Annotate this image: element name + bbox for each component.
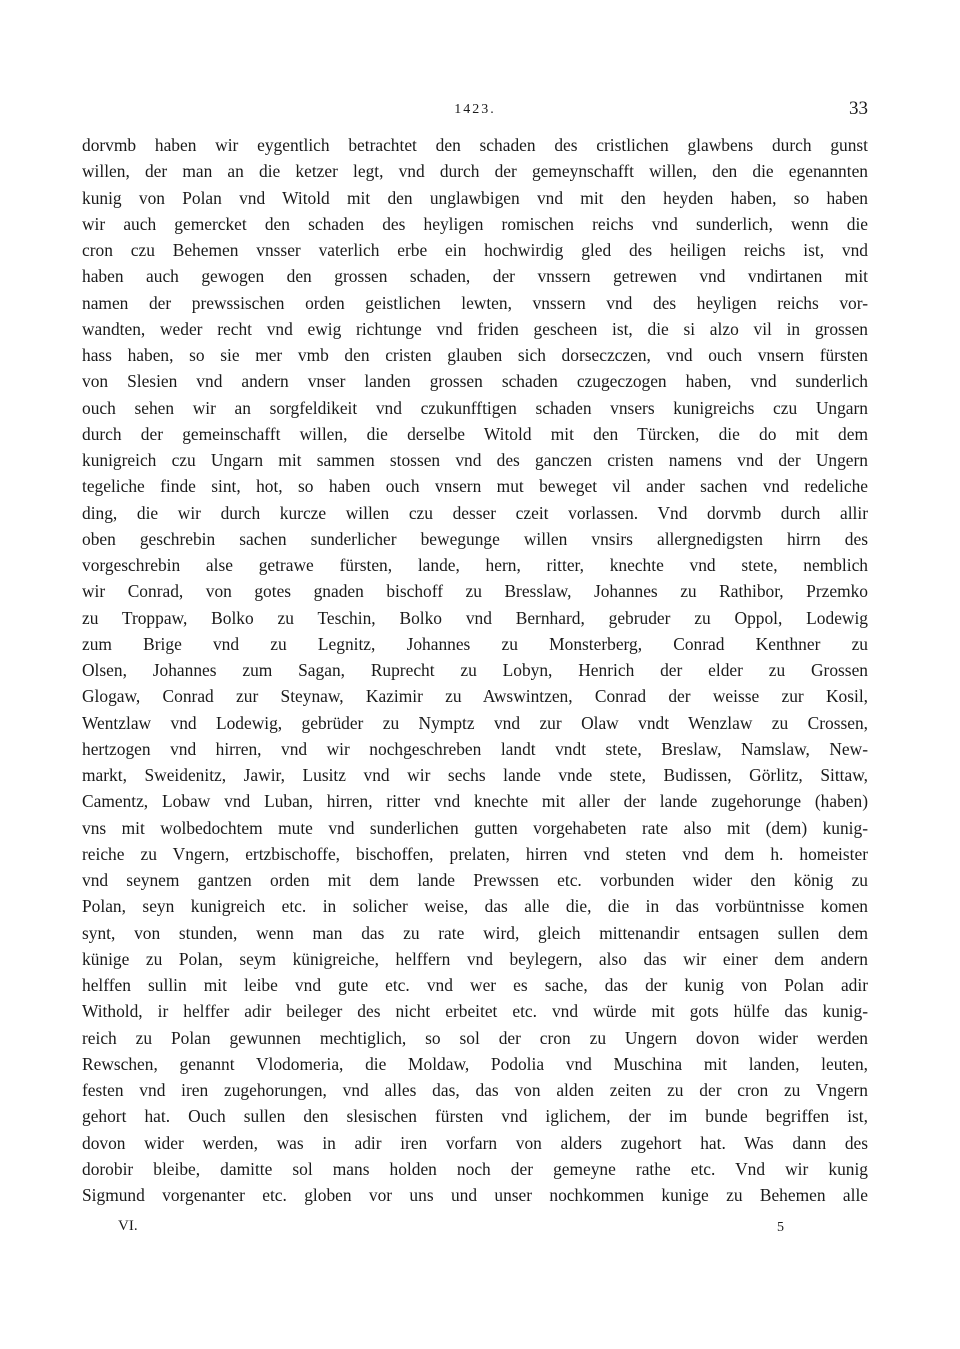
text-line: Olsen, Johannes zum Sagan, Ruprecht zu Lobyn, Henrich der elder zu Grossen <box>82 660 868 680</box>
text-line: kunigreich czu Ungarn mit sammen stossen vnd des ganczen cristen namens vnd der Ungern <box>82 450 868 470</box>
text-line: synt, von stunden, wenn man das zu rate wird, gleich mittenandir entsagen sullen dem <box>82 922 868 943</box>
text-line: Withold, ir helffer adir beileger des nicht erbeitet etc. vnd würde mit gots hülfe das kunig- <box>82 1001 868 1022</box>
text-line: Polan, seyn kunigreich etc. in solicher weise, das alle die, die in das vorbüntnisse komen <box>82 896 868 917</box>
text-line: oben geschrebin sachen sunderlicher bewegunge willen vnsirs allergnedigsten hirrn des <box>82 528 868 549</box>
text-line: tegeliche finde sint, hot, so haben ouch vnsern mut beweget vil ander sachen vnd redeliche <box>82 476 868 497</box>
text-line: dorobir bleibe, damitte sol mans holden noch der gemeyne rathe etc. Vnd wir kunig <box>82 1158 868 1179</box>
text-line: willen, der man an die ketzer legt, vnd durch der gemeynschafft willen, den die egenannten <box>82 161 868 182</box>
text-line: vnd seynem gantzen orden mit dem lande Prewssen etc. vorbunden wider den könig zu <box>82 870 868 890</box>
text-line: Sigmund vorgenanter etc. globen vor uns und unser nochkommen kunige zu Behemen alle <box>82 1185 868 1205</box>
signature-mark: VI. <box>118 1218 138 1234</box>
page-number: 33 <box>849 98 868 119</box>
text-line: Wentzlaw vnd Lodewig, gebrüder zu Nymptz vnd zur Olaw vndt Wenzlaw zu Crossen, <box>82 712 868 733</box>
text-line: ding, die wir durch kurcze willen czu desser czeit vorlassen. Vnd dorvmb durch allir <box>82 502 868 523</box>
text-line: vns mit wolbedochtem mute vnd sunderlichen gutten vorgehabeten rate also mit (dem) kunig- <box>82 817 868 838</box>
text-line: kunig von Polan vnd Witold mit den unglawbigen vnd mit den heyden haben, so haben <box>82 187 868 208</box>
text-line: reich zu Polan gewunnen mechtiglich, so sol der cron zu Ungern dovon wider werden <box>82 1027 868 1048</box>
text-line: hass haben, so sie mer vmb den cristen glauben sich dorseczczen, vnd ouch vnsern fürsten <box>82 345 868 365</box>
text-line: zu Troppaw, Bolko zu Teschin, Bolko vnd Bernhard, gebruder zu Oppol, Lodewig <box>82 607 868 628</box>
text-line: cron czu Behemen vnsser vaterlich erbe ein hochwirdig gled des heiligen reichs ist, vnd <box>82 240 868 260</box>
page-footer <box>82 1218 868 1240</box>
text-line: hertzogen vnd hirren, vnd wir nochgeschreben landt vndt stete, Breslaw, Namslaw, New- <box>82 738 868 759</box>
text-line: wir auch gemercket den schaden des heyligen romischen reichs vnd sunderlich, wenn die <box>82 213 868 234</box>
text-line: gehort hat. Ouch sullen den slesischen fürsten vnd iglichem, der im bunde begriffen ist, <box>82 1106 868 1127</box>
text-line: dovon wider werden, was in adir iren vorfarn von alders zugehort hat. Was dann des <box>82 1132 868 1153</box>
text-line: namen der prewssischen orden geistlichen lewten, vnssern vnd des heyligen reichs vor- <box>82 292 868 313</box>
text-line: helffen sullin mit leibe vnd gute etc. vnd wer es sache, das der kunig von Polan adir <box>82 975 868 995</box>
text-line: von Slesien vnd andern vnser landen grossen schaden czugeczogen haben, vnd sunderlich <box>82 371 868 392</box>
text-line: reiche zu Vngern, ertzbischoffe, bischoffen, prelaten, hirren vnd steten vnd dem h. homeister <box>82 843 868 864</box>
text-line: wir Conrad, von gotes gnaden bischoff zu Bresslaw, Johannes zu Rathibor, Przemko <box>82 581 868 602</box>
sheet-number: 5 <box>777 1220 784 1235</box>
text-line: vorgeschrebin alse getrawe fürsten, lande, hern, ritter, knechte vnd stete, nemblich <box>82 555 868 575</box>
text-line: zum Brige vnd zu Legnitz, Johannes zu Monsterberg, Conrad Kenthner zu <box>82 633 868 654</box>
text-line: künige zu Polan, seym künigreiche, helffern vnd beylegern, also das wir einer dem andern <box>82 948 868 969</box>
page-header <box>82 98 868 122</box>
text-line: Camentz, Lobaw vnd Luban, hirren, ritter vnd knechte mit aller der lande zugehorunge (haben) <box>82 791 868 812</box>
text-line: markt, Sweidenitz, Jawir, Lusitz vnd wir sechs lande vnde stete, Budissen, Görlitz, Sittaw, <box>82 765 868 785</box>
text-line: durch der gemeinschafft willen, die derselbe Witold mit den Türcken, die do mit dem <box>82 423 868 444</box>
text-line: ouch sehen wir an sorgfeldikeit vnd czukunfftigen schaden vnsers kunigreichs czu Ungarn <box>82 397 868 418</box>
text-line: haben auch gewogen den grossen schaden, der vnssern getrewen vnd vndirtanen mit <box>82 266 868 287</box>
text-line: Rewschen, genannt Vlodomeria, die Moldaw, Podolia vnd Muschina mit landen, leuten, <box>82 1053 868 1074</box>
text-line: festen vnd iren zugehorungen, vnd alles das, das von alden zeiten zu der cron zu Vngern <box>82 1080 868 1100</box>
text-line: wandten, weder recht vnd ewig richtunge vnd friden gescheen ist, die si alzo vil in grossen <box>82 318 868 339</box>
text-line: dorvmb haben wir eygentlich betrachtet den schaden des cristlichen glawbens durch gunst <box>82 135 868 155</box>
text-line: Glogaw, Conrad zur Steynaw, Kazimir zu Awswintzen, Conrad der weisse zur Kosil, <box>82 686 868 707</box>
header-year: 1423. <box>454 102 496 117</box>
body-text <box>82 132 868 1208</box>
